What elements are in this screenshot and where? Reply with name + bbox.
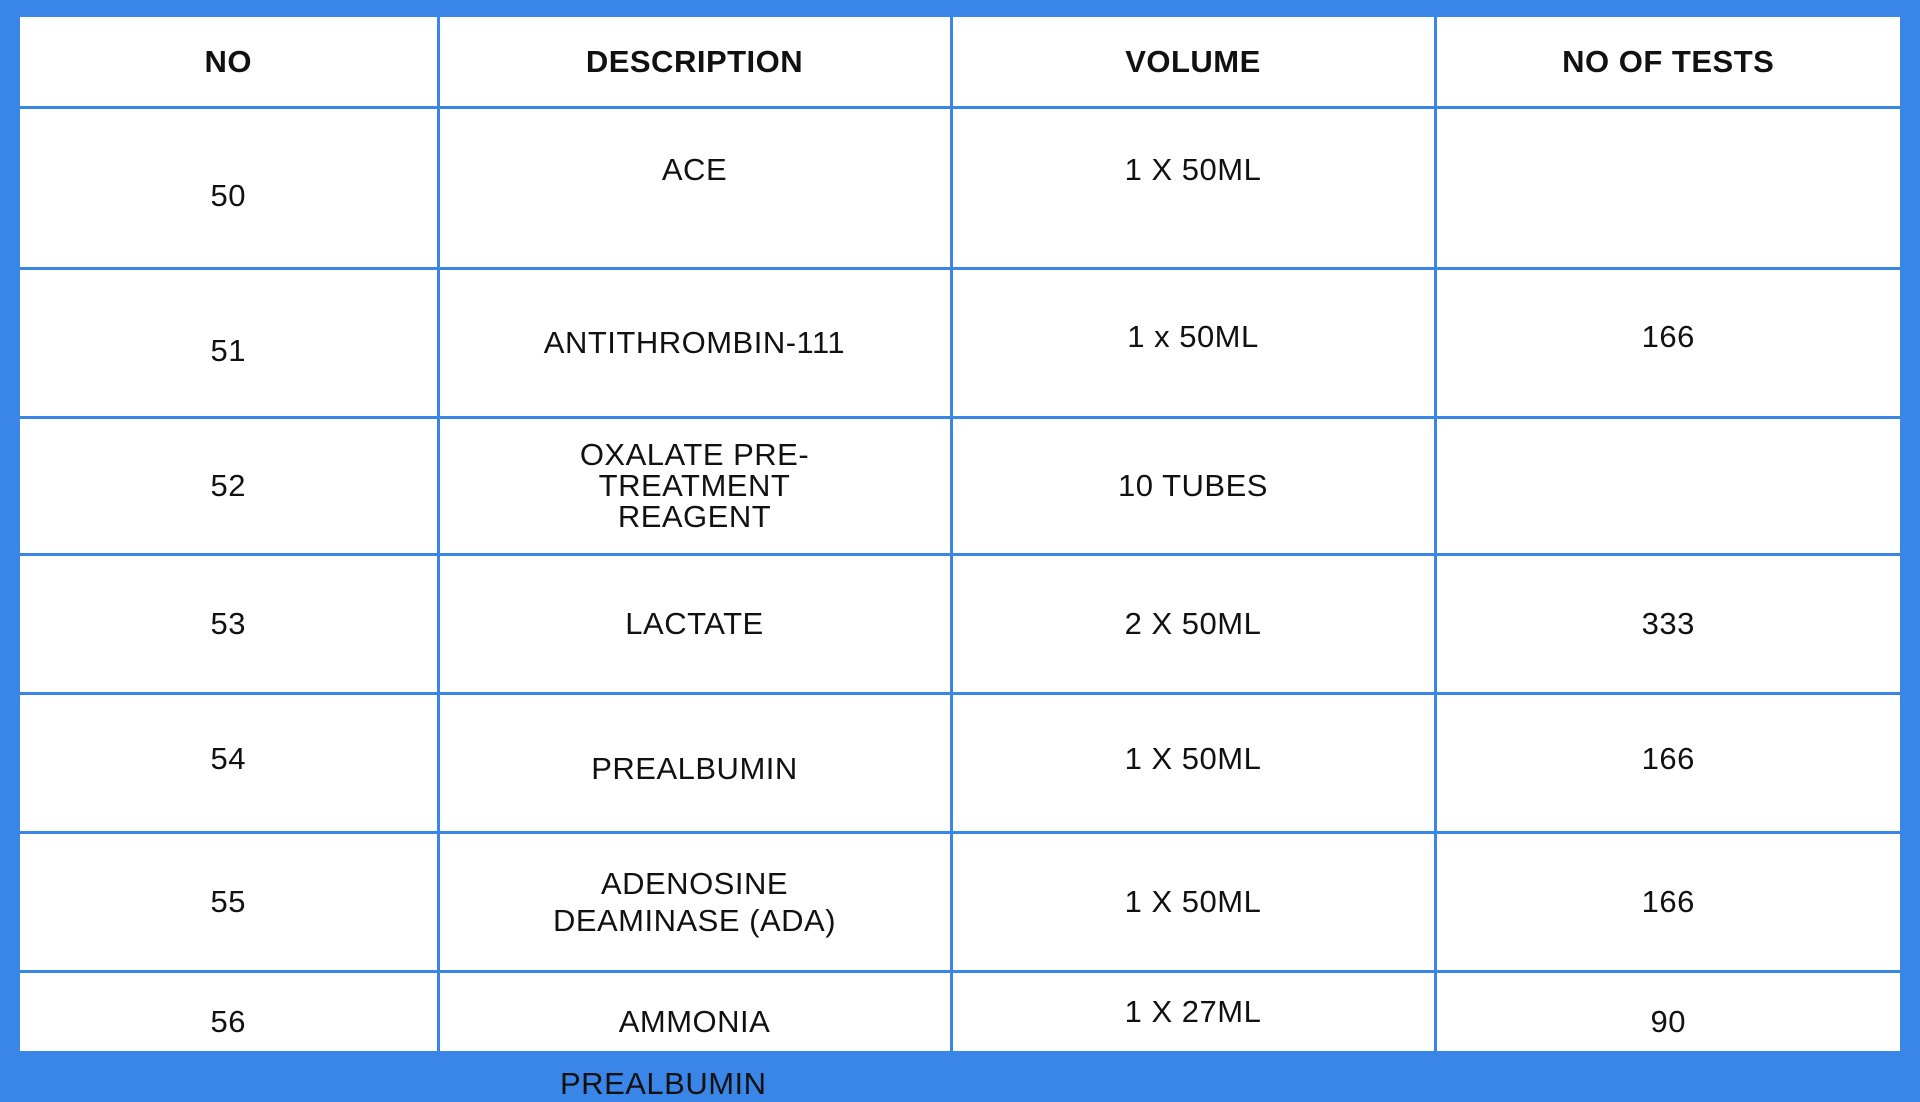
table-row (20, 694, 1900, 833)
cell-tests-text: 90 (1650, 1004, 1686, 1040)
cell-description-text: ADENOSINE DEAMINASE (ADA) (552, 865, 837, 938)
cell-no-text: 50 (210, 177, 246, 213)
cell-no-text: 51 (210, 332, 246, 368)
cell-volume (951, 555, 1435, 694)
cell-description (438, 833, 951, 972)
cell-volume (951, 972, 1435, 1052)
cell-tests-text: 166 (1641, 883, 1695, 919)
cell-description-text: AMMONIA (618, 1004, 771, 1040)
cell-description-text: LACTATE (625, 605, 764, 641)
cell-volume-text: 1 X 50ML (1124, 151, 1262, 187)
cell-description (438, 972, 951, 1052)
cell-no (20, 418, 438, 555)
cell-volume (951, 833, 1435, 972)
reagent-table (20, 17, 1900, 1051)
cell-description (438, 269, 951, 418)
cell-volume (951, 269, 1435, 418)
cell-tests-text: 166 (1641, 740, 1695, 776)
clipped-overflow-text: PREALBUMIN (560, 1066, 767, 1101)
cell-no (20, 269, 438, 418)
cell-tests (1435, 833, 1900, 972)
cell-description-text: ACE (661, 151, 728, 187)
cell-description (438, 555, 951, 694)
table-row (20, 833, 1900, 972)
cell-volume-text: 1 X 50ML (1124, 883, 1262, 919)
cell-no-text: 55 (210, 883, 246, 919)
cell-tests (1435, 694, 1900, 833)
cell-tests (1435, 108, 1900, 269)
header-no-of-tests: NO OF TESTS (1435, 17, 1900, 108)
cell-volume-text: 1 x 50ML (1127, 318, 1259, 354)
table-row (20, 269, 1900, 418)
cell-no (20, 972, 438, 1052)
cell-no (20, 555, 438, 694)
cell-description (438, 108, 951, 269)
reagent-table-sheet (20, 17, 1900, 1051)
cell-no (20, 694, 438, 833)
cell-no (20, 108, 438, 269)
table-row (20, 972, 1900, 1052)
cell-tests-text: 166 (1641, 318, 1695, 354)
cell-volume (951, 694, 1435, 833)
table-row (20, 418, 1900, 555)
cell-volume-text: 2 X 50ML (1124, 605, 1262, 641)
cell-description-text: ANTITHROMBIN-111 (543, 324, 846, 360)
cell-volume-text: 1 X 27ML (1124, 994, 1262, 1030)
cell-no-text: 54 (210, 740, 246, 776)
cell-no-text: 53 (210, 605, 246, 641)
cell-description-text: OXALATE PRE- TREATMENT REAGENT (579, 436, 810, 534)
header-volume: VOLUME (951, 17, 1435, 108)
cell-tests (1435, 418, 1900, 555)
cell-volume (951, 108, 1435, 269)
cell-volume-text: 1 X 50ML (1124, 740, 1262, 776)
cell-no-text: 52 (210, 467, 246, 503)
cell-no (20, 833, 438, 972)
cell-volume-text: 10 TUBES (1118, 467, 1268, 503)
header-no: NO (20, 17, 438, 108)
cell-volume (951, 418, 1435, 555)
cell-tests-text: 333 (1641, 605, 1695, 641)
table-header-row (20, 17, 1900, 108)
table-row (20, 555, 1900, 694)
cell-description-text: PREALBUMIN (591, 750, 798, 786)
table-row (20, 108, 1900, 269)
cell-description (438, 418, 951, 555)
header-description: DESCRIPTION (438, 17, 951, 108)
cell-tests (1435, 555, 1900, 694)
cell-tests (1435, 269, 1900, 418)
cell-no-text: 56 (210, 1004, 246, 1040)
cell-tests (1435, 972, 1900, 1052)
cell-description (438, 694, 951, 833)
